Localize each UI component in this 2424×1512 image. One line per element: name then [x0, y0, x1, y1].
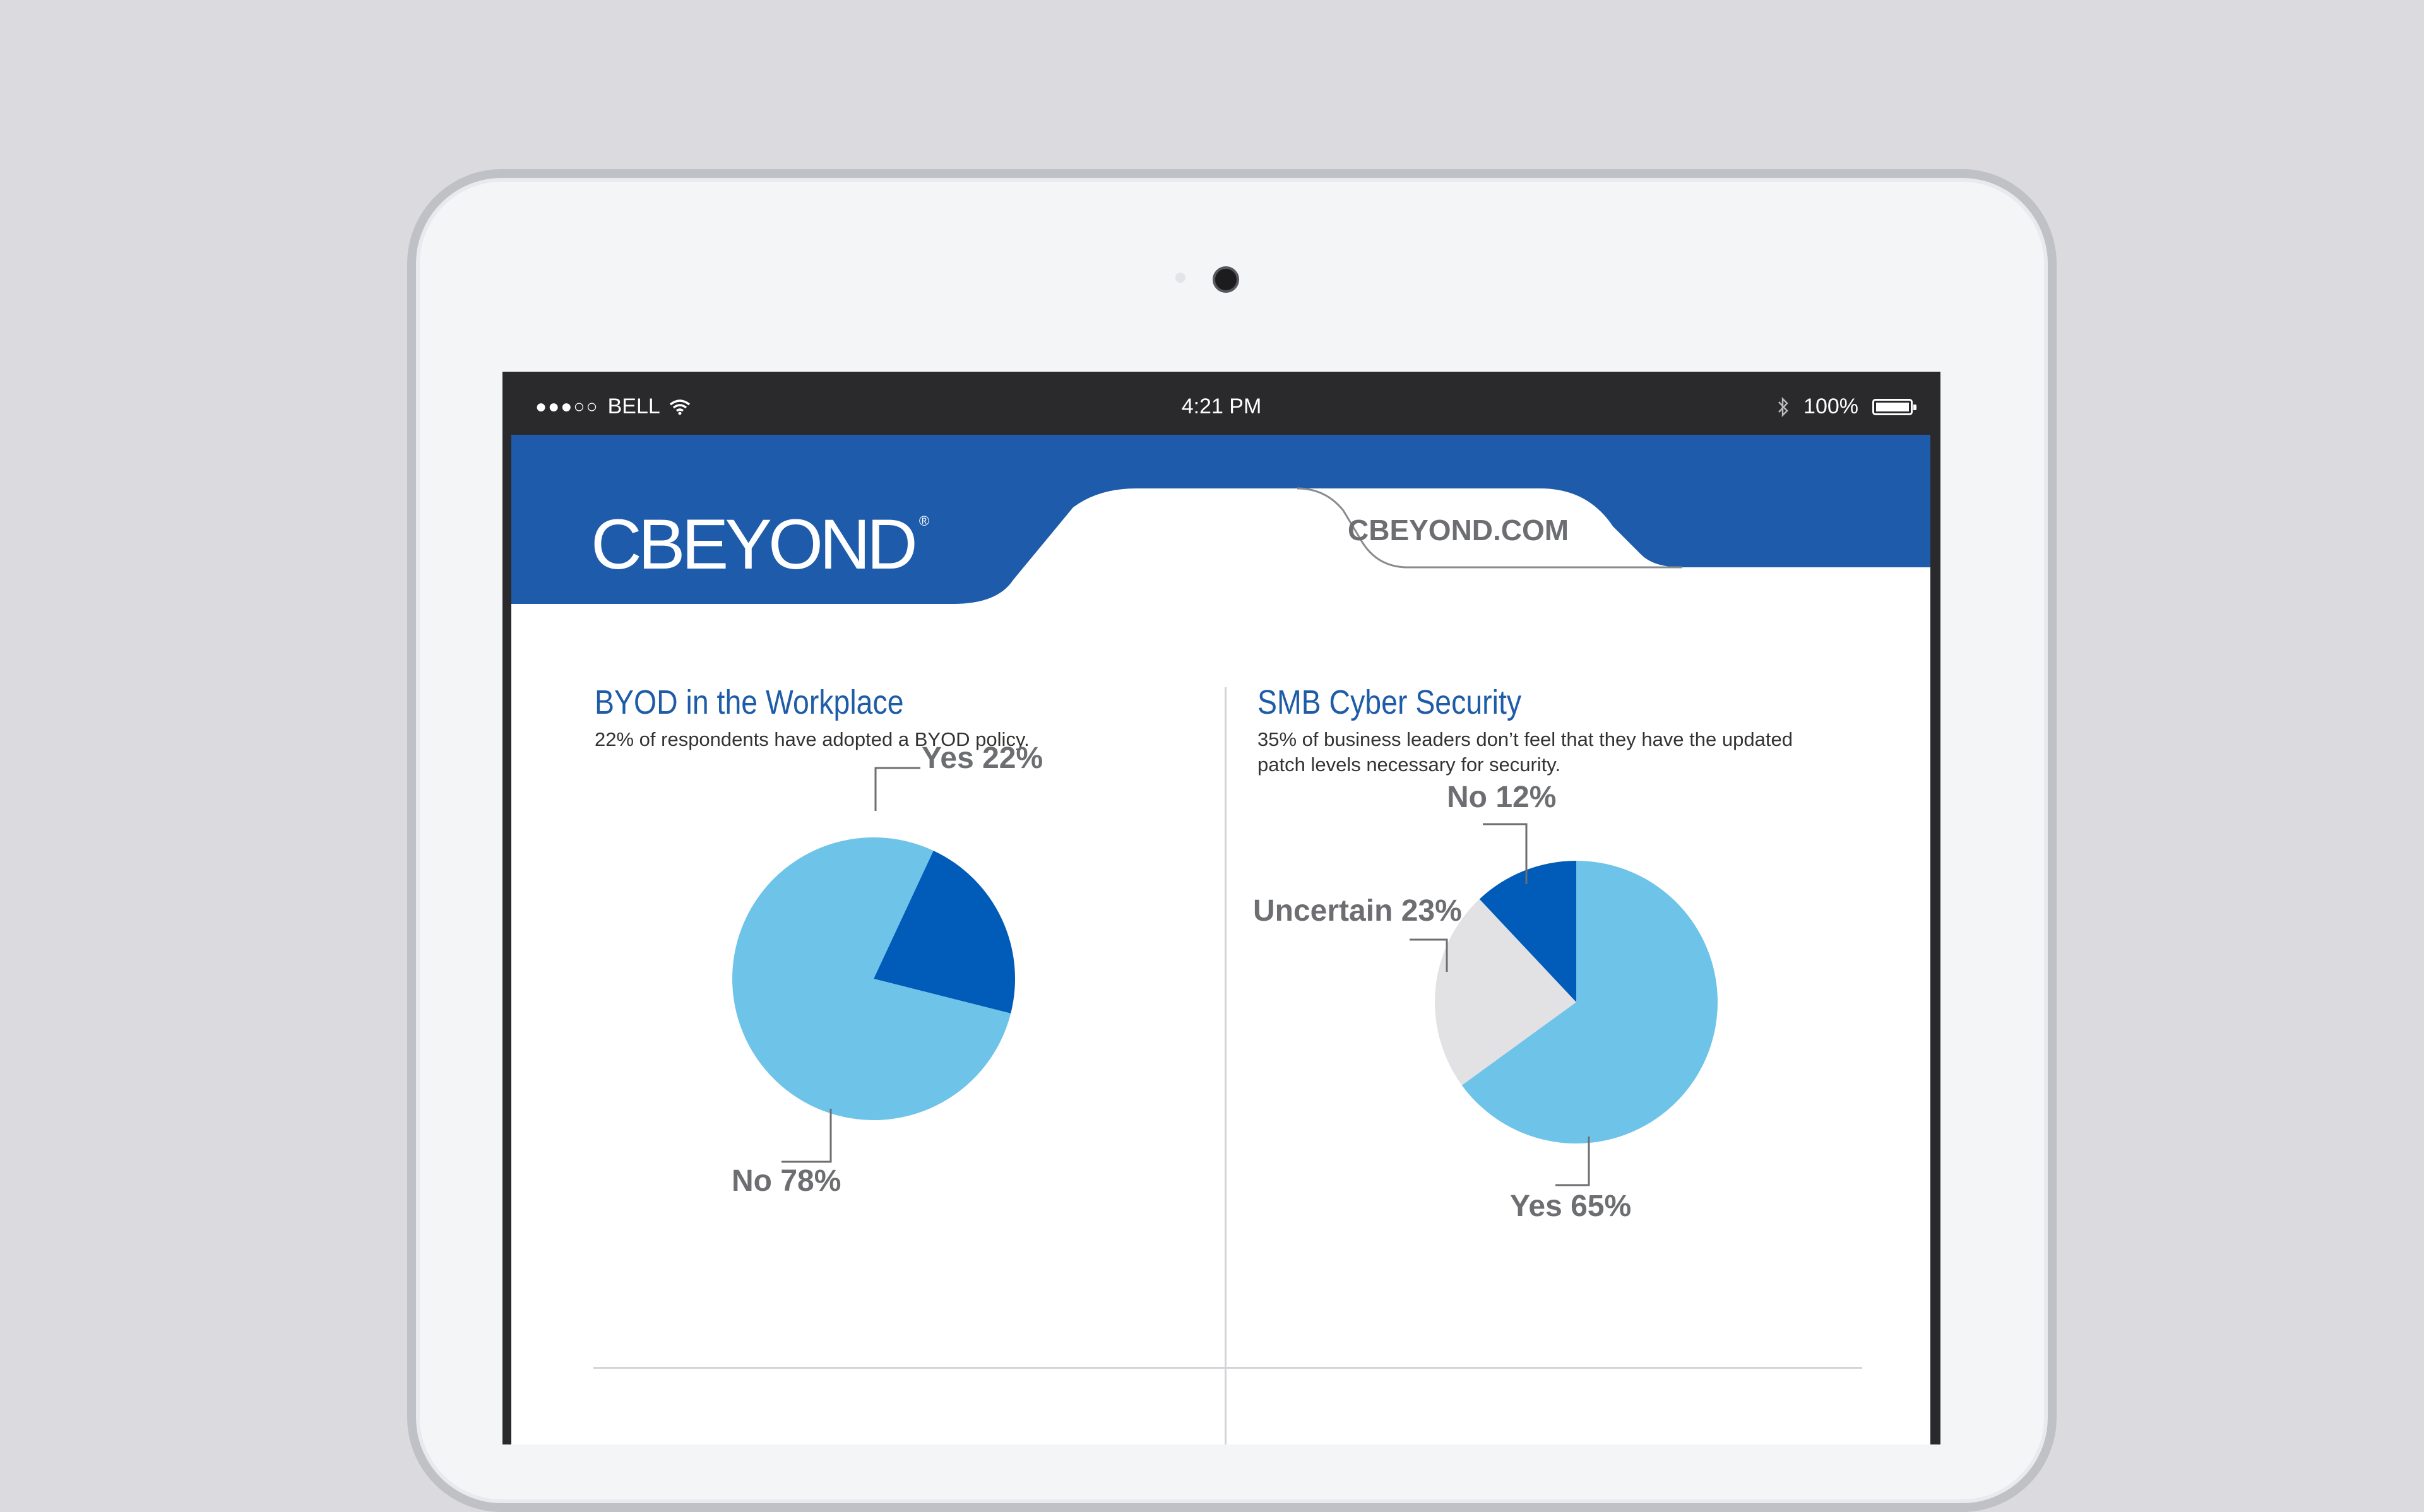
callout-line-no — [781, 1109, 831, 1162]
description-line: patch levels necessary for security. — [1257, 753, 1561, 776]
infographic-page[interactable] — [511, 435, 1930, 1444]
pie-chart-1 — [732, 741, 1043, 1198]
front-camera — [1213, 266, 1239, 293]
slice-label-uncertain: Uncertain 23% — [1253, 894, 1462, 928]
charts-layer — [511, 435, 1930, 1444]
slice-label-yes: Yes 22% — [922, 741, 1043, 775]
slice-label-no: No 78% — [732, 1164, 841, 1198]
battery-icon — [1872, 399, 1913, 415]
panel-title-byod: BYOD in the Workplace — [595, 683, 904, 721]
battery-fill — [1876, 403, 1909, 411]
carrier-name: BELL — [607, 394, 660, 418]
bluetooth-icon — [1777, 396, 1790, 418]
logo-text: CBEYOND — [591, 505, 914, 584]
description-line: 22% of respondents have adopted a BYOD policy. — [595, 728, 1030, 750]
battery-percent: 100% — [1803, 394, 1858, 418]
pie-chart-2 — [1253, 781, 1718, 1223]
proximity-sensor — [1175, 273, 1185, 283]
panel-title-security: SMB Cyber Security — [1257, 683, 1522, 721]
slice-label-yes: Yes 65% — [1510, 1190, 1632, 1223]
slice-label-no: No 12% — [1447, 781, 1557, 814]
status-right — [1777, 394, 1913, 419]
description-line: 35% of business leaders don’t feel that they have the updated — [1257, 728, 1793, 750]
site-link[interactable]: CBEYOND.COM — [1348, 514, 1569, 546]
callout-line-yes — [876, 768, 920, 811]
signal-strength-icon: ●●●○○ — [535, 396, 599, 417]
status-bar — [502, 372, 1940, 435]
tablet-screen — [502, 372, 1940, 1444]
registered-mark: ® — [918, 513, 930, 529]
status-time: 4:21 PM — [1181, 394, 1262, 418]
callout-line-yes — [1555, 1137, 1589, 1185]
